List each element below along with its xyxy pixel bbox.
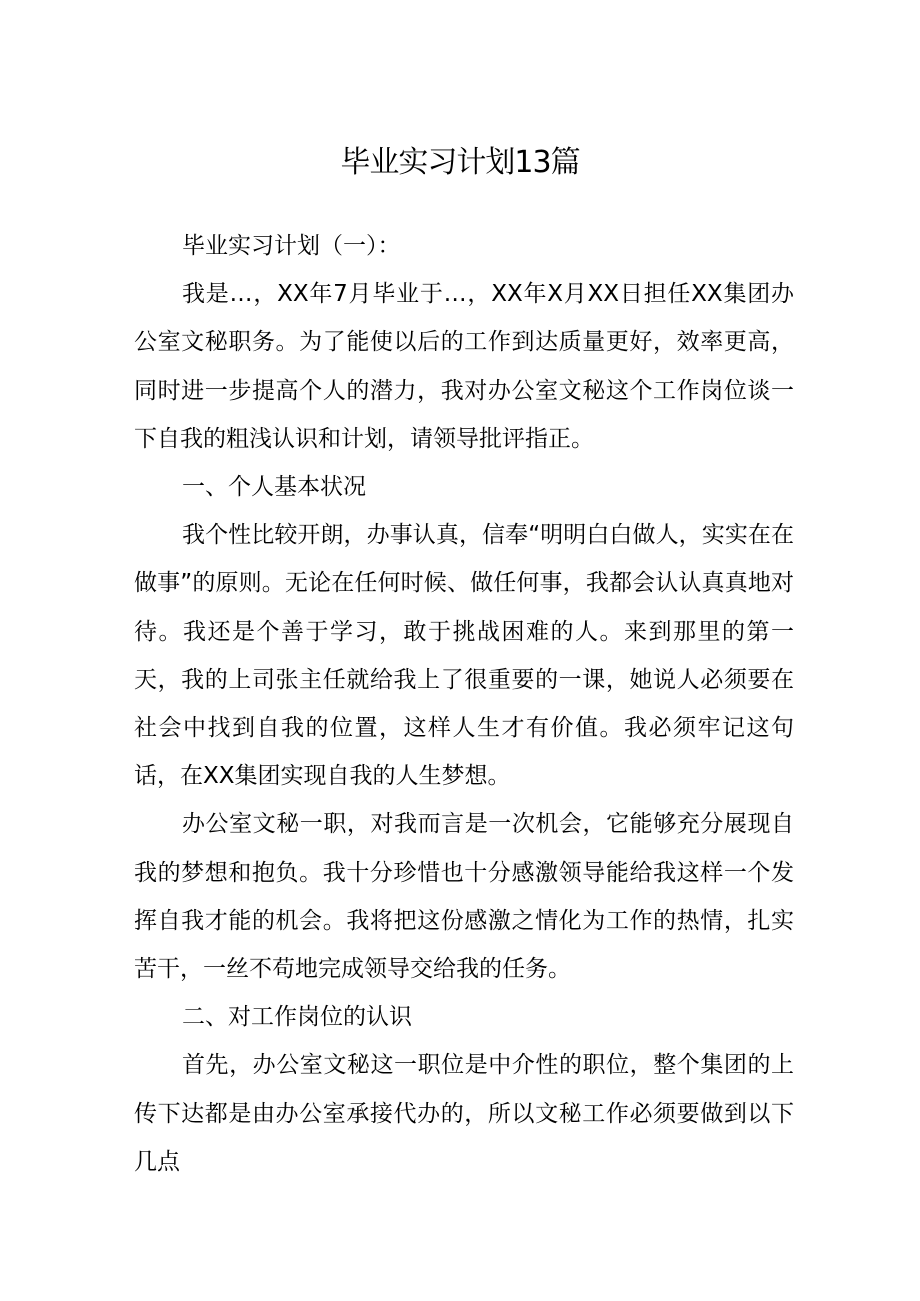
document-body — [134, 222, 794, 1186]
paragraph-first-point: 首先，办公室文秘这一职位是中介性的职位，整个集团的上传下达都是由办公室承接代办的，所以文秘工作必须要做到以下几点 — [134, 1052, 794, 1175]
paragraph-opportunity: 办公室文秘一职，对我而言是一次机会，它能够充分展现自我的梦想和抱负。我十分珍惜也十分感激领导能给我这样一个发挥自我才能的机会。我将把这份感激之情化为工作的热情，扎实苦干，一丝不苟地完成领导交给我的任务。 — [134, 811, 794, 983]
paragraph-intro: 我是…，XX年7月毕业于…，XX年X月XX日担任XX集团办公室文秘职务。为了能使以后的工作到达质量更好，效率更高，同时进一步提高个人的潜力，我对办公室文秘这个工作岗位谈一下自我的粗浅认识和计划，请领导批评指正。 — [134, 281, 794, 452]
section-heading-plan-one: 毕业实习计划（一）： — [182, 233, 401, 259]
paragraph-personality: 我个性比较开朗，办事认真，信奉“明明白白做人，实实在在做事”的原则。无论在任何时候、做任何事，我都会认认真真地对待。我还是个善于学习，敢于挑战困难的人。来到那里的第一天，我的上司张主任就给我上了很重要的一课，她说人必须要在社会中找到自我的位置，这样人生才有价值。我必须牢记这句话，在XX集团实现自我的人生梦想。 — [134, 522, 794, 790]
section-heading-personal-status: 一、个人基本状况 — [182, 474, 366, 501]
document-title: 毕业实习计划13篇 — [340, 145, 580, 180]
section-heading-job-understanding: 二、对工作岗位的认识 — [182, 1004, 412, 1031]
